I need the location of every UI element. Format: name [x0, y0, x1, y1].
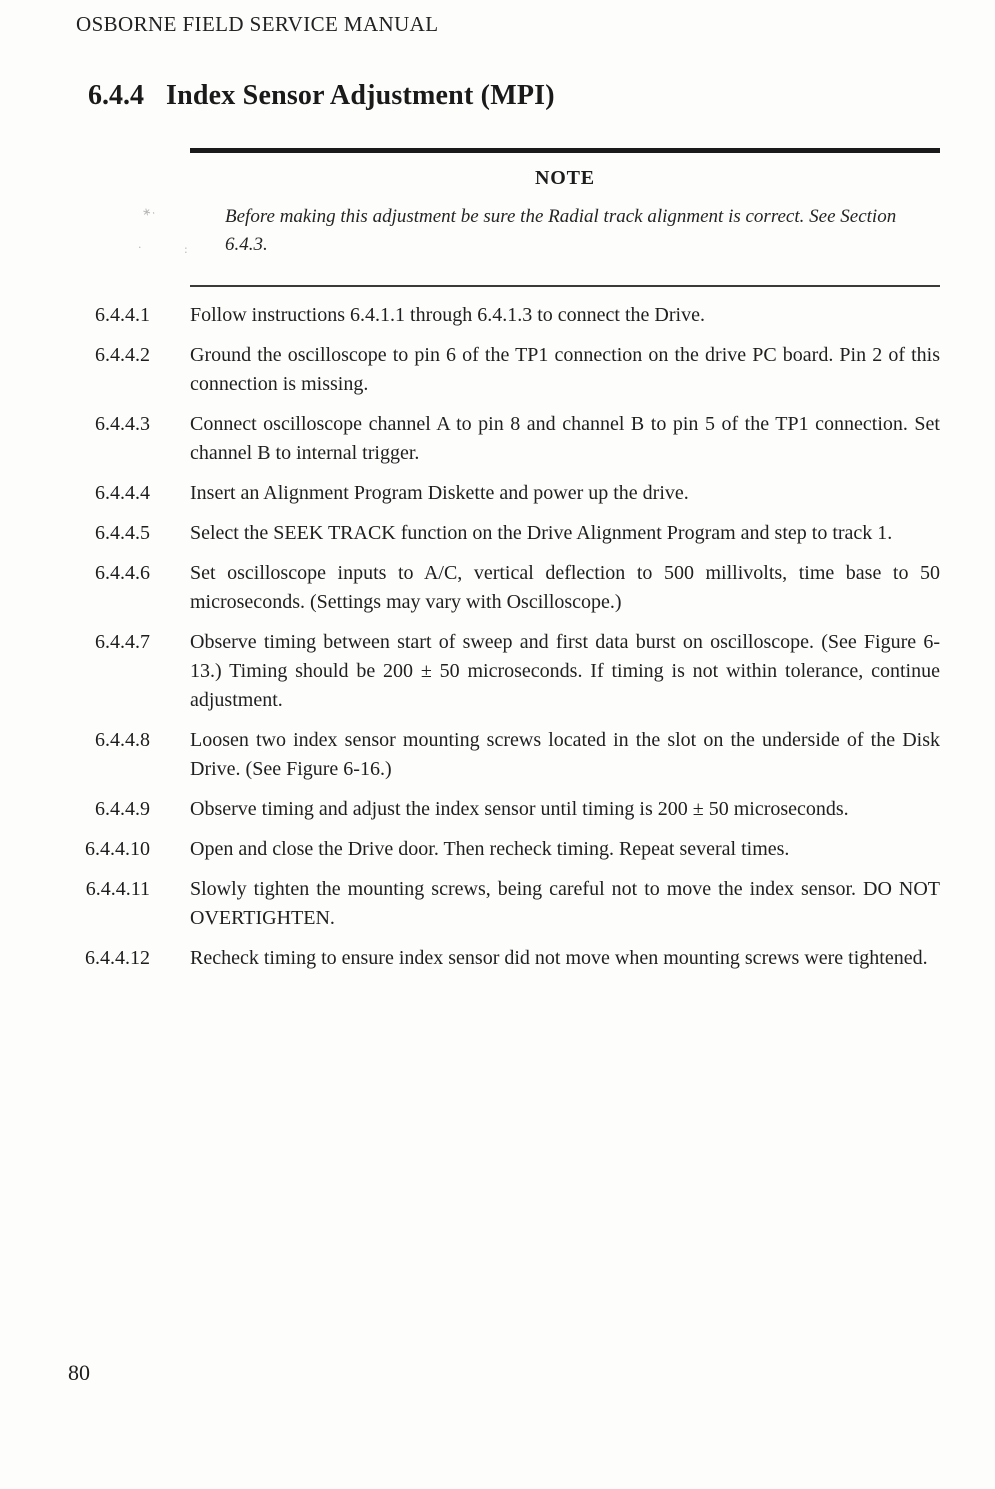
step-text: Connect oscilloscope channel A to pin 8 and channel B to pin 5 of the TP1 connection. Set channel B to internal trigger.: [190, 413, 940, 464]
step-text: Observe timing and adjust the index sensor until timing is 200 ± 50 microseconds.: [190, 798, 849, 820]
step-number: 6.4.4.10: [85, 838, 150, 860]
section-number: 6.4.4: [88, 80, 144, 111]
step-item: [70, 301, 942, 330]
step-item: [70, 875, 942, 933]
running-header: OSBORNE FIELD SERVICE MANUAL: [76, 12, 439, 36]
step-text: Set oscilloscope inputs to A/C, vertical deflection to 500 millivolts, time base to 50 microseconds. (Settings may vary with Oscilloscope.): [190, 562, 940, 613]
section-heading: [88, 80, 555, 112]
step-number: 6.4.4.11: [85, 878, 150, 900]
step-number: 6.4.4.5: [95, 522, 150, 544]
step-number: 6.4.4.9: [95, 798, 150, 820]
step-item: [70, 944, 942, 973]
step-number: 6.4.4.2: [95, 344, 150, 366]
step-text: Insert an Alignment Program Diskette and power up the drive.: [190, 482, 689, 504]
note-block: [190, 148, 940, 287]
pencil-mark: :: [184, 243, 189, 256]
section-title: Index Sensor Adjustment (MPI): [166, 80, 555, 111]
step-number: 6.4.4.8: [95, 729, 150, 751]
step-item: [70, 519, 942, 548]
step-number: 6.4.4.12: [85, 947, 150, 969]
step-item: [70, 628, 942, 715]
step-text: Observe timing between start of sweep and first data burst on oscilloscope. (See Figure 6-13.) Timing should be 200 ± 50 microseconds. If timing is not within tolerance, continue adjustment.: [190, 631, 940, 711]
step-item: [70, 795, 942, 824]
step-number: 6.4.4.7: [95, 631, 150, 653]
step-item: [70, 410, 942, 468]
step-text: Loosen two index sensor mounting screws located in the slot on the underside of the Disk Drive. (See Figure 6-16.): [190, 729, 940, 780]
step-item: [70, 726, 942, 784]
step-number: 6.4.4.4: [95, 482, 150, 504]
step-item: [70, 559, 942, 617]
step-text: Select the SEEK TRACK function on the Drive Alignment Program and step to track 1.: [190, 522, 893, 544]
step-text: Follow instructions 6.4.1.1 through 6.4.1.3 to connect the Drive.: [190, 304, 705, 326]
pencil-mark: ∗․: [140, 203, 157, 220]
procedure-steps: [70, 301, 942, 984]
step-number: 6.4.4.6: [95, 562, 150, 584]
step-number: 6.4.4.3: [95, 413, 150, 435]
note-label: NOTE: [535, 167, 595, 189]
step-text: Recheck timing to ensure index sensor did not move when mounting screws were tightened.: [190, 947, 928, 969]
step-text: Open and close the Drive door. Then recheck timing. Repeat several times.: [190, 838, 790, 860]
step-item: [70, 479, 942, 508]
page-number: 80: [68, 1360, 90, 1385]
step-number: 6.4.4.1: [95, 304, 150, 326]
note-text: Before making this adjustment be sure the Radial track alignment is correct. See Section 6.4.3.: [225, 206, 897, 255]
step-item: [70, 835, 942, 864]
pencil-mark: ·: [138, 241, 142, 254]
step-text: Ground the oscilloscope to pin 6 of the TP1 connection on the drive PC board. Pin 2 of this connection is missing.: [190, 344, 940, 395]
step-item: [70, 341, 942, 399]
step-text: Slowly tighten the mounting screws, being careful not to move the index sensor. DO NOT OVERTIGHTEN.: [190, 878, 940, 929]
